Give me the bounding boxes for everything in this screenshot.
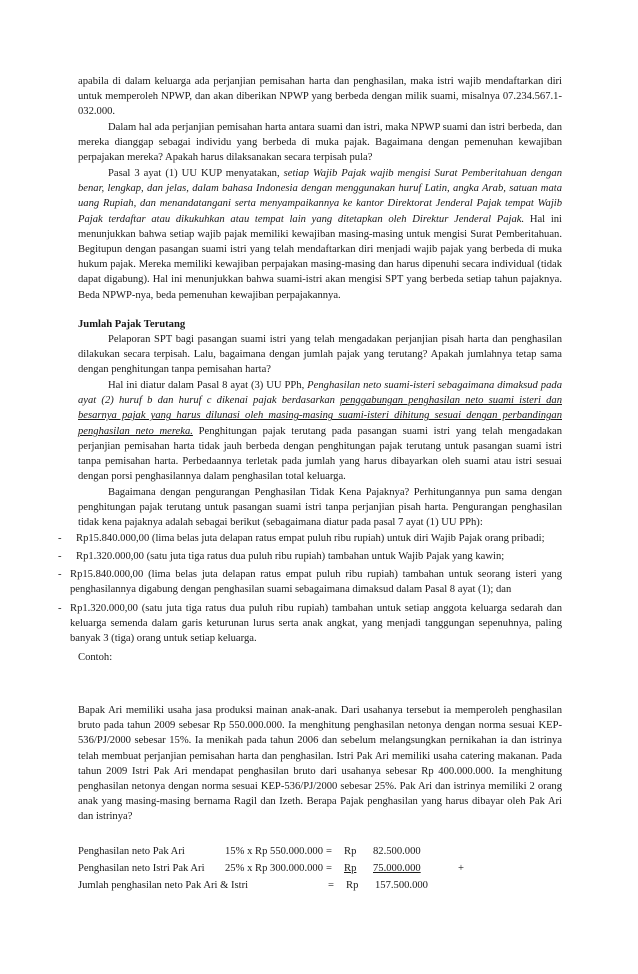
bullet-mark: - — [58, 533, 62, 544]
bullet-mark: - — [58, 551, 62, 562]
paragraph-example-case: Bapak Ari memiliki usaha jasa produksi mainan anak-anak. Dari usahanya tersebut ia memperoleh penghasilan bruto pada tahun 2009 sebesar Rp 550.000.000. Ia menghitung penghasilan netonya dengan norma sesuai KEP-536/PJ/2000 sebesar 15%. Ia menikah pada tahun 2006 dan sebelum melangsungkan pernikahan ia dan istrinya telah membuat perjanjian pemisahan harta dan penghasilan. Istri Pak Ari memiliki usaha catering makanan. Pada tahun 2009 Istri Pak Ari mendapat penghasilan bruto dari usahanya sebesar Rp 400.000.000. Ia menghitung penghasilan netonya dengan norma sesuai KEP-536/PJ/2000 sebesar 25%. Pak Ari dan istrinya memiliki 2 orang anak yang masing-masing bernama Ragil dan Izeth. Berapa Pajak penghasilan yang harus dibayar oleh Pak Ari dan istrinya? — [78, 705, 562, 823]
list-item: - Rp15.840.000,00 (lima belas juta delapan ratus empat puluh ribu rupiah) tambahan untuk seorang isteri yang penghasilannya digabung dengan penghasilan suami sebagaimana dimaksud dalam Pasal 8 ayat (1); dan — [58, 569, 562, 596]
calc-row: Penghasilan neto Istri Pak Ari 25% x Rp 300.000.000 = Rp 75.000.000 + — [78, 863, 464, 874]
paragraph-npwp-istri: apabila di dalam keluarga ada perjanjian pemisahan harta dan penghasilan, maka istri wajib mendaftarkan diri untuk memperoleh NPWP, dan akan diberikan NPWP yang berbeda dengan milik suami, misalnya 07.234.567.1-032.000. — [78, 76, 562, 118]
list-item: - Rp15.840.000,00 (lima belas juta delapan ratus empat puluh ribu rupiah) untuk diri Wajib Pajak orang pribadi; — [58, 531, 562, 546]
paragraph-pasal-3-kup: Pasal 3 ayat (1) UU KUP menyatakan, setiap Wajib Pajak wajib mengisi Surat Pemberitahuan dengan benar, lengkap, dan jelas, dalam bahasa Indonesia dengan menggunakan huruf Latin, angka Arab, satuan mata uang Rupiah, dan menandatangani serta menyampaikannya ke kantor Direktorat Jenderal Pajak tempat Wajib Pajak terdaftar atau dikukuhkan atau tempat lain yang ditetapkan oleh Direktur Jenderal Pajak. Hal ini menunjukkan bahwa setiap wajib pajak memiliki kewajiban masing-masing untuk mengisi Surat Pemberitahuan. Begitupun dengan pasangan suami istri yang telah mendaftarkan diri menjadi wajib pajak yang berbeda di muka hukum pajak. Mereka memiliki kewajiban perpajakan masing-masing dan harus dipenuhi secara individual (tidak dapat digabung). Hal ini menunjukkan bahwa suami-istri akan mengisi SPT yang berbeda setiap tahun pajaknya. Beda NPWP-nya, beda pemenuhan kewajiban perpajakannya. — [78, 168, 562, 301]
underlined-quote: penggabungan penghasilan neto suami isteri dan besarnya pajak yang harus dilunasi oleh masing-masing suami-isteri dihitung sesuai dengan perbandingan penghasilan neto mereka. — [78, 395, 562, 437]
paragraph-ptkp: Bagaimana dengan pengurangan Penghasilan Tidak Kena Pajaknya? Perhitungannya pun sama dengan penghitungan pajak terutang untuk pasangan suami istri tanpa perjanjian pisah harta. Pengurangan penghasilan tidak kena pajaknya adalah sebagai berikut (sebagaimana diatur pada pasal 7 ayat (1) UU PPh): — [78, 487, 562, 529]
label-contoh: Contoh: — [78, 652, 113, 663]
calc-row: Penghasilan neto Pak Ari 15% x Rp 550.000.000 = Rp 82.500.000 — [78, 846, 421, 857]
list-item: - Rp1.320.000,00 (satu juta tiga ratus dua puluh ribu rupiah) tambahan untuk setiap anggota keluarga sedarah dan keluarga semenda dalam garis keturunan lurus serta anak angkat, yang menjadi tanggungan sepenuhnya, paling banyak 3 (tiga) orang untuk setiap keluarga. — [58, 603, 562, 645]
bullet-mark: - — [58, 569, 62, 580]
calc-row: Jumlah penghasilan neto Pak Ari & Istri = Rp 157.500.000 — [78, 880, 428, 891]
paragraph-pasal-8-pph: Hal ini diatur dalam Pasal 8 ayat (3) UU PPh, Penghasilan neto suami-isteri sebagaimana dimaksud pada ayat (2) huruf b dan huruf c dikenai pajak berdasarkan penggabungan penghasilan neto suami isteri dan besarnya pajak yang harus dilunasi oleh masing-masing suami-isteri dihitung sesuai dengan perbandingan penghasilan neto mereka. Penghitungan pajak terutang pada pasangan suami istri yang telah mengadakan perjanjian pemisahan harta tidak jauh berbeda dengan penghitungan pajak terutang untuk pasangan suami istri tanpa pemisahan harta. Perbedaannya terletak pada jumlah yang harus dibayarkan oleh suami atau istri sesuai dengan porsi penghasilannya dalam penghasilan total keluarga. — [78, 380, 562, 483]
quote-pasal-3-kup: setiap Wajib Pajak wajib mengisi Surat Pemberitahuan dengan benar, lengkap, dan jelas, dalam bahasa Indonesia dengan menggunakan huruf Latin, angka Arab, satuan mata uang Rupiah, dan menandatangani serta menyampaikannya ke kantor Direktorat Jenderal Pajak tempat Wajib Pajak terdaftar atau dikukuhkan atau tempat lain yang ditetapkan oleh Direktur Jenderal Pajak. — [78, 168, 562, 225]
section-heading-jumlah-pajak-terutang: Jumlah Pajak Terutang — [78, 319, 186, 330]
paragraph-pelaporan-spt: Pelaporan SPT bagi pasangan suami istri yang telah mengadakan perjanjian pisah harta dan penghasilan dilakukan secara terpisah. Lalu, bagaimana dengan jumlah pajak yang terutang? Apakah jumlahnya tetap sama dengan penghitungan tanpa pemisahan harta? — [78, 334, 562, 376]
list-item: - Rp1.320.000,00 (satu juta tiga ratus dua puluh ribu rupiah) tambahan untuk Wajib Pajak yang kawin; — [58, 549, 562, 564]
paragraph-pemisahan-harta: Dalam hal ada perjanjian pemisahan harta antara suami dan istri, maka NPWP suami dan istri berbeda, dan mereka dianggap sebagai individu yang berbeda di muka pajak. Bagaimana dengan pemenuhan kewajiban perpajakan mereka? Apakah harus dilaksanakan secara terpisah pula? — [78, 122, 562, 164]
bullet-mark: - — [58, 603, 62, 614]
